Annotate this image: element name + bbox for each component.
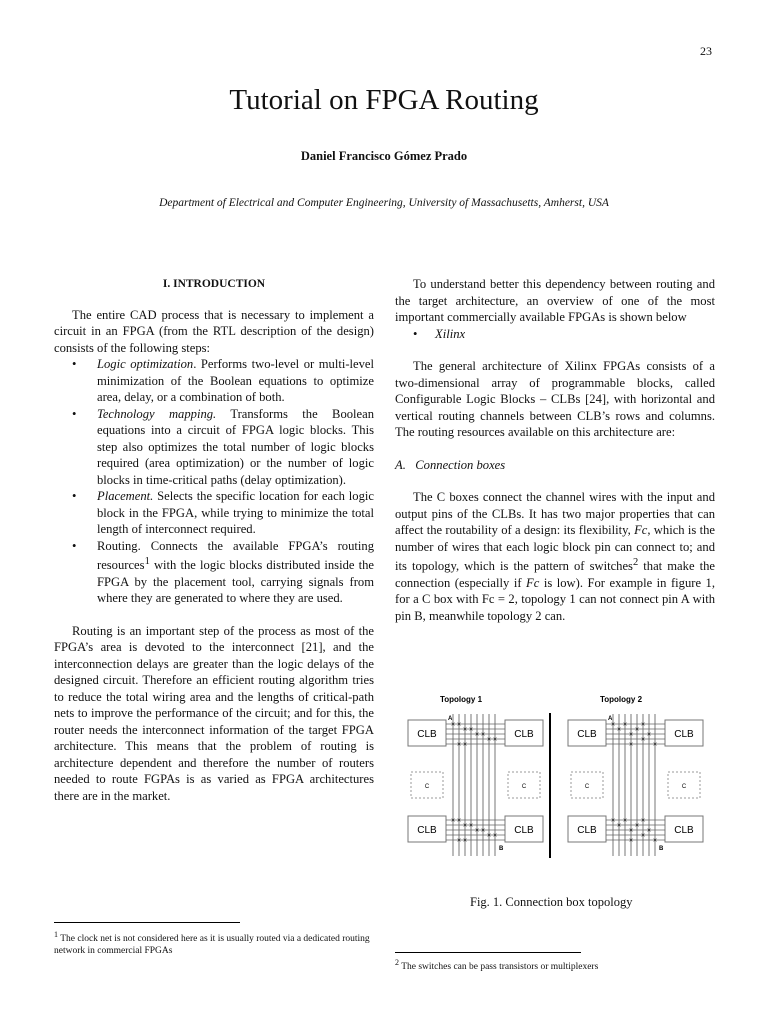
switch-mark: × [616, 822, 622, 830]
footnote-mark[interactable]: 1 [144, 556, 150, 567]
switch-mark: × [610, 721, 616, 729]
author-affiliation: Department of Electrical and Computer Engineering, University of Massachusetts, Amherst, USA [159, 197, 609, 209]
c-box-label: C [424, 784, 430, 790]
switch-mark: × [640, 832, 646, 840]
switch-mark: × [640, 817, 646, 825]
paper-title: Tutorial on FPGA Routing [229, 84, 539, 116]
bullet-icon: • [72, 406, 77, 421]
bullet-icon: • [72, 538, 77, 553]
xilinx-item: Xilinx [435, 326, 466, 341]
switch-mark: × [610, 817, 616, 825]
author-name: Daniel Francisco Gómez Prado [300, 149, 468, 163]
switch-mark: × [456, 741, 462, 749]
switch-mark: × [462, 822, 468, 830]
left-column [54, 276, 374, 804]
switch-mark: × [456, 817, 462, 825]
overview-paragraph: To understand better this dependency between routing and the target architecture, an overview of one of the most important commercially available FPGAs is shown below [395, 277, 715, 324]
switch-mark: × [492, 736, 498, 744]
footnote-2: $^2$ The switches can be pass transistors or multiplexers [395, 958, 599, 973]
switch-mark: × [486, 736, 492, 744]
step-text: with the logic blocks distributed inside the FPGA by the placement tool, carrying signals from where they are generated to where they are used. [97, 558, 374, 606]
pin-a-label: A [608, 716, 613, 722]
bullet-icon: • [413, 326, 418, 341]
cad-steps-list [54, 356, 374, 607]
switch-mark: × [492, 832, 498, 840]
clb-label: CLB [674, 825, 694, 836]
clb-label: CLB [417, 825, 437, 836]
switch-mark: × [634, 822, 640, 830]
switch-mark: × [628, 731, 634, 739]
clb-label: CLB [514, 825, 534, 836]
switch-mark: × [462, 741, 468, 749]
list-item [395, 326, 715, 343]
switch-mark: × [622, 721, 628, 729]
subsection-heading: A. Connection boxes [395, 457, 506, 472]
switch-mark: × [450, 817, 456, 825]
switch-mark: × [480, 827, 486, 835]
pin-b-label: B [499, 846, 504, 852]
clb-label: CLB [514, 729, 534, 740]
switch-mark: × [468, 726, 474, 734]
pin-b-label: B [659, 846, 664, 852]
figure-caption: Fig. 1. Connection box topology [470, 895, 633, 909]
switch-mark: × [652, 741, 658, 749]
clb-label: CLB [674, 729, 694, 740]
footnote-rule [54, 922, 240, 923]
switch-mark: × [486, 832, 492, 840]
clb-label: CLB [417, 729, 437, 740]
list-item: • Logic optimization. Performs two-level or multi-level minimization of the Boolean equations to optimize area, delay, or a combination of both. [72, 357, 374, 404]
switch-mark: × [462, 726, 468, 734]
switch-mark: × [640, 721, 646, 729]
clb-label: CLB [577, 729, 597, 740]
section-heading: I. INTRODUCTION [162, 278, 266, 290]
clb-label: CLB [577, 825, 597, 836]
switch-mark: × [622, 817, 628, 825]
step-text: Performs two-level or multi-level minimization of the Boolean equations to optimize area, delay, or a combination of both. [97, 357, 374, 404]
step-name: Placement [97, 489, 151, 503]
c-box-label: C [681, 784, 687, 790]
step-name: Logic optimization [97, 357, 194, 371]
connection-box-figure [398, 688, 718, 863]
list-item: • Technology mapping. Transforms the Boolean equations into a circuit of FPGA logic blocks. This step also optimizes the total number of logic blocks required (area optimization) or the number of logic blocks in time-critical paths (delay optimization). [72, 406, 375, 487]
list-item: • Routing. Connects the available FPGA’s routing resources$^1$ with the logic blocks distributed inside the FPGA by the placement tool, carrying signals from where they are generated to where they are used. [72, 538, 374, 606]
cbox-paragraph: The C boxes connect the channel wires with the input and output pins of the CLBs. It has two major properties that can affect the routability of a design: its flexibility, Fc, which is the number of wires that each logic block pin can connect to; and its topology, which is the pattern of switches$^2$ that make the connection (especially if Fc is low). For example in figure 1, for a C box with Fc = 2, topology 1 can not connect pin A with pin B, meanwhile topology 2 can. [395, 490, 716, 623]
switch-mark: × [628, 741, 634, 749]
switch-mark: × [628, 837, 634, 845]
footnote-1: $^1$ The clock net is not considered here as it is usually routed via a dedicated routing network in commercial FPGAs [54, 930, 370, 957]
c-box-label: C [584, 784, 590, 790]
switch-mark: × [646, 731, 652, 739]
switch-mark: × [450, 721, 456, 729]
step-text: Connects the available FPGA’s routing resources [97, 538, 374, 573]
topology-label: Topology 2 [599, 695, 643, 704]
switch-mark: × [652, 837, 658, 845]
footnote-rule [395, 952, 581, 953]
intro-paragraph: The entire CAD process that is necessary to implement a circuit in an FPGA (from the RTL description of the design) consists of the following steps: [54, 307, 374, 355]
topology-label: Topology 1 [439, 695, 483, 704]
pin-a-label: A [448, 716, 453, 722]
bullet-icon: • [72, 489, 77, 503]
switch-mark: × [646, 827, 652, 835]
architecture-paragraph: The general architecture of Xilinx FPGAs consists of a two-dimensional array of programmable blocks, called Configurable Logic Blocks – CLBs [24], with horizontal and vertical routing channels between CLB’s rows and columns. The routing resources available on this architecture are: [395, 359, 715, 439]
step-text: Transforms the Boolean equations into a circuit of FPGA logic blocks. This step also optimizes the total number of logic blocks required (area optimization) or the number of logic blocks in time-critical paths (delay optimization). [97, 406, 375, 487]
switch-mark: × [474, 827, 480, 835]
switch-mark: × [456, 837, 462, 845]
step-text: Selects the specific location for each logic block in the FPGA, while trying to minimize the total length of interconnect required. [97, 489, 374, 536]
switch-mark: × [468, 822, 474, 830]
switch-mark: × [462, 837, 468, 845]
bullet-icon: • [72, 357, 77, 371]
list-item: • Placement. Selects the specific location for each logic block in the FPGA, while trying to minimize the total length of interconnect required. [72, 489, 374, 536]
right-column [395, 276, 715, 624]
switch-mark: × [474, 731, 480, 739]
switch-mark: × [640, 736, 646, 744]
routing-paragraph: Routing is an important step of the process as most of the FPGA’s area is devoted to the interconnect [21], and the interconnection delays are greater than the logic delays of the designed circuit. Therefore an efficient routing algorithm tries to reduce the total wiring area and the lengths of critical-path nets to improve the performance of the circuit; and for this, the router needs the interconnect information of the target FPGA architecture. This means that the problem of routing is architecture dependent and therefore the number of routers needed to route FGPAs is as varied as FPGA architectures there are in the market. [54, 623, 374, 803]
switch-mark: × [634, 726, 640, 734]
c-box-label: C [521, 784, 527, 790]
switch-mark: × [616, 726, 622, 734]
step-name: Routing [97, 538, 138, 553]
step-name: Technology mapping [97, 406, 214, 421]
switch-mark: × [456, 721, 462, 729]
switch-mark: × [628, 827, 634, 835]
switch-mark: × [480, 731, 486, 739]
page-number: 23 [700, 44, 712, 58]
footnote-mark[interactable]: 2 [632, 557, 639, 568]
